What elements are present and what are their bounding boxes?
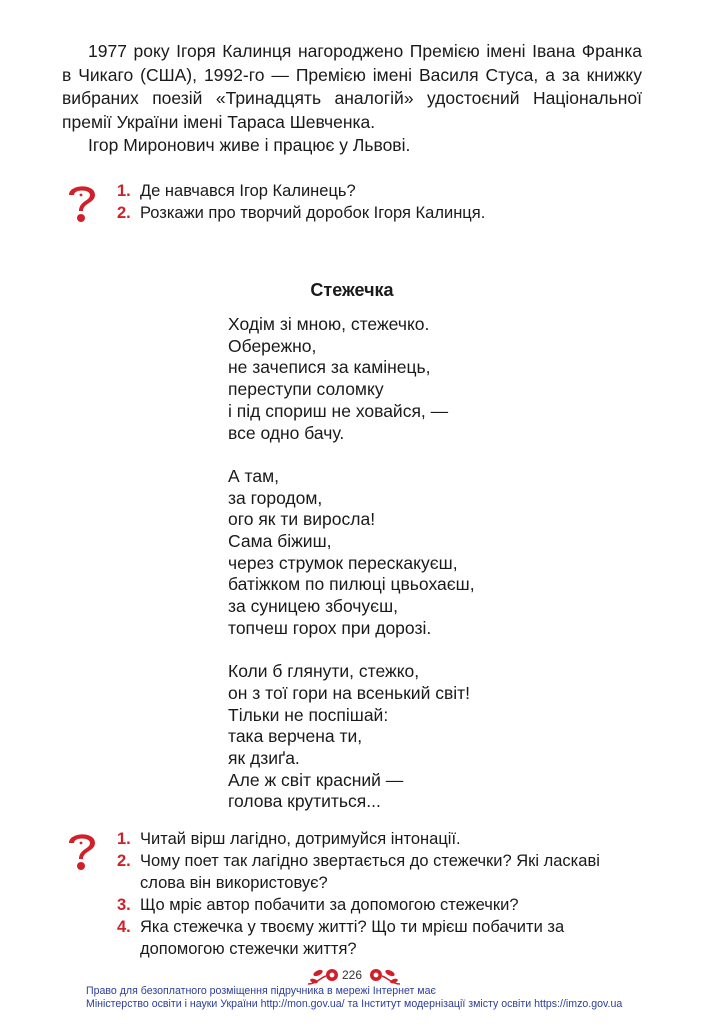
- question-mark-icon: [62, 828, 102, 872]
- poem-line: топчеш горох при дорозі.: [228, 617, 432, 638]
- intro-text: [62, 40, 642, 158]
- poem-line: Сама біжиш,: [228, 531, 332, 552]
- question-number: 1.: [117, 182, 131, 200]
- poem-line: все одно бачу.: [228, 422, 345, 443]
- question-item: [117, 828, 647, 850]
- page-number: 226: [341, 968, 363, 982]
- question-text: Що мріє автор побачити за допомогою стежечки?: [140, 896, 519, 914]
- question-text: Де навчався Ігор Калинець?: [140, 182, 356, 200]
- footer-line: Міністерство освіти і науки України http://mon.gov.ua/ та Інститут модернізації змісту освіти https://imzo.gov.ua: [86, 998, 623, 1010]
- poem-line: он з тої гори на всенький світ!: [228, 682, 471, 703]
- question-item: [117, 850, 647, 894]
- poem-line: голова крутиться...: [228, 791, 381, 812]
- poem-stanza: [228, 466, 475, 640]
- poem-line: Обережно,: [228, 335, 317, 356]
- question-number: 1.: [117, 830, 131, 848]
- intro-paragraph: Ігор Миронович живе і працює у Львові.: [88, 135, 411, 155]
- question-item: [117, 202, 647, 224]
- poem-line: батіжком по пилюці цвьохаєш,: [228, 574, 475, 595]
- poem-line: Тільки не поспішай:: [228, 704, 389, 725]
- poem-line: Коли б глянути, стежко,: [228, 661, 420, 682]
- poem-line: така верчена ти,: [228, 726, 363, 747]
- question-text: Яка стежечка у твоєму житті? Що ти мрієш побачити за допомогою стежечки життя?: [140, 918, 565, 958]
- poem-stanza: [228, 661, 475, 813]
- intro-paragraph: 1977 року Ігоря Калинця нагороджено Премією імені Івана Франка в Чикаго (США), 1992-го — Премією імені Василя Стуса, а за книжку вибраних поезій «Тринадцять аналогій» удостоєний Національної премії України імені Тараса Шевченка.: [62, 41, 642, 132]
- question-text: Читай вірш лагідно, дотримуйся інтонації.: [140, 830, 461, 848]
- question-number: 4.: [117, 918, 131, 936]
- poem-line: як дзиґа.: [228, 748, 300, 769]
- poem-line: ого як ти виросла!: [228, 509, 376, 530]
- poem-line: за суницею збочуєш,: [228, 596, 399, 617]
- question-text: Розкажи про творчий доробок Ігоря Калинця.: [140, 204, 486, 222]
- footer-line: Право для безоплатного розміщення підручника в мережі Інтернет має: [86, 985, 436, 997]
- question-number: 3.: [117, 896, 131, 914]
- footer-notice: [86, 985, 622, 1011]
- question-mark-icon: [62, 180, 102, 224]
- question-number: 2.: [117, 204, 131, 222]
- poem-line: А там,: [228, 465, 279, 486]
- question-text: Чому поет так лагідно звертається до стежечки? Які ласкаві слова він використовує?: [140, 852, 600, 892]
- poem-body: [228, 314, 475, 835]
- poem-stanza: [228, 314, 475, 444]
- poem-line: Але ж світ красний —: [228, 769, 404, 790]
- poem-line: Ходім зі мною, стежечко.: [228, 314, 430, 334]
- poem-line: через струмок перескакуєш,: [228, 552, 458, 573]
- question-item: [117, 916, 647, 960]
- question-item: [117, 894, 647, 916]
- poem-title: Стежечка: [310, 280, 394, 300]
- poem-line: не зачепися за камінець,: [228, 357, 431, 378]
- question-number: 2.: [117, 852, 131, 870]
- question-item: [117, 180, 647, 202]
- poem-line: і під спориш не ховайся, —: [228, 400, 449, 421]
- poem-line: переступи соломку: [228, 379, 384, 400]
- poem-line: за городом,: [228, 487, 323, 508]
